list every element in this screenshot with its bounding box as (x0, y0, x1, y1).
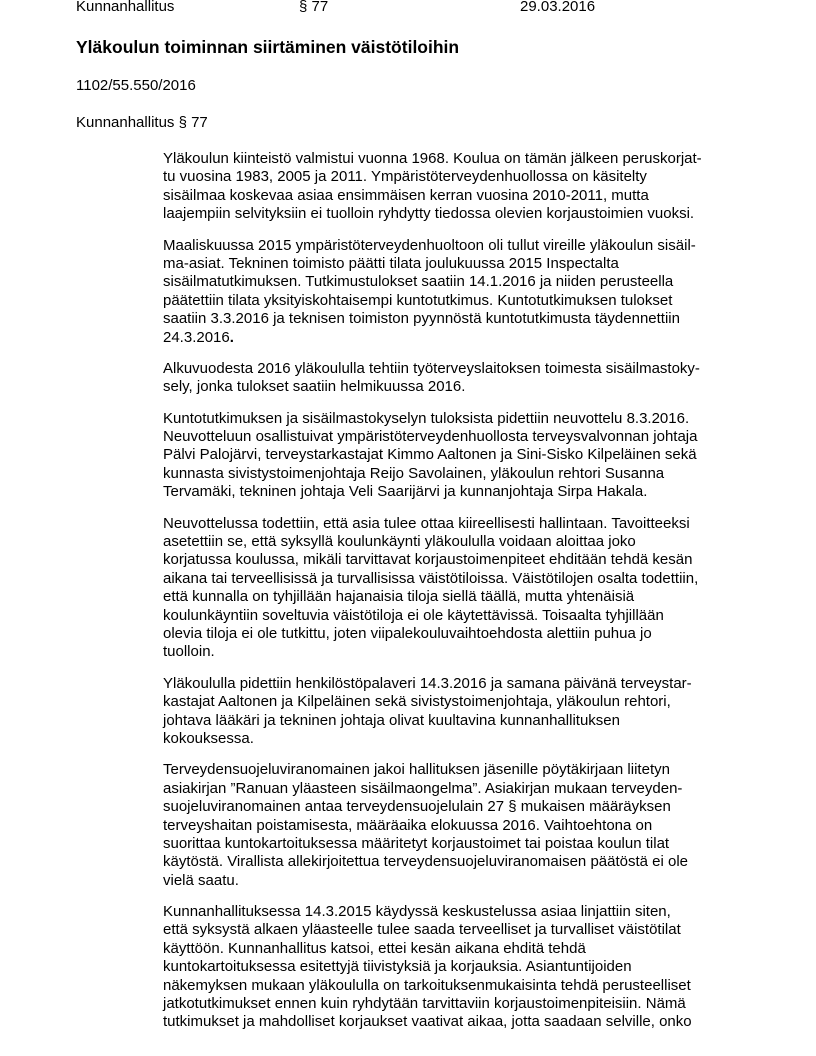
text-line: asiakirjan ”Ranuan yläasteen sisäilmaongelma”. Asiakirjan mukaan terveyden- (163, 779, 683, 797)
text-line: Yläkoululla pidettiin henkilöstöpalaveri 14.3.2016 ja samana päivänä terveystar- (163, 674, 692, 692)
text-line: Yläkoulun kiinteistö valmistui vuonna 1968. Koulua on tämän jälkeen peruskorjat- (163, 150, 702, 167)
document-title: Yläkoulun toiminnan siirtäminen väistötiloihin (76, 37, 460, 57)
header-date: 29.03.2016 (520, 0, 596, 15)
header-body-name: Kunnanhallitus (76, 0, 175, 15)
paragraph-board-discussion (163, 903, 783, 1032)
text-line: kuntokartoituksessa esitettyjä tiivistyksiä ja korjauksia. Asiantuntijoiden (163, 958, 632, 976)
text-line: Kunnanhallituksessa 14.3.2015 käydyssä keskustelussa asiaa linjattiin siten, (163, 903, 671, 921)
text-line: laajempiin selvityksiin ei tuolloin ryhdytty tiedossa olevien korjaustoimien vuoksi. (163, 205, 695, 223)
text-line: johtava lääkäri ja tekninen johtaja olivat kuultavina kunnanhallituksen (163, 711, 620, 729)
paragraph-staff-meeting (163, 675, 783, 749)
text-line: kastajat Aaltonen ja Kilpeläinen sekä sivistystoimenjohtaja, yläkoulun rehtori, (163, 693, 671, 711)
text-line: Neuvotteluun osallistuivat ympäristöterveydenhuollosta terveysvalvonnan johtaja (163, 428, 698, 446)
text-line: sely, jonka tulokset saatiin helmikuussa 2016. (163, 378, 466, 396)
paragraph-negotiation (163, 410, 783, 502)
paragraph-goals (163, 515, 783, 662)
text-line: että syksystä alkaen yläasteelle tulee saada terveelliset ja turvalliset väistötilat (163, 921, 681, 939)
text-line: käyttöön. Kunnanhallitus katsoi, ettei kesän aikana ehditä tehdä (163, 939, 586, 957)
text-line: vielä saatu. (163, 871, 239, 889)
text-line: että kunnalla on tyhjillään hajanaisia tiloja siellä täällä, mutta yhtenäisiä (163, 588, 635, 606)
text-line: sisäilmaa koskevaa asiaa ensimmäisen kerran vuosina 2010-2011, mutta (163, 186, 649, 204)
text-line: Pälvi Palojärvi, terveystarkastajat Kimmo Aaltonen ja Sini-Sisko Kilpeläinen sekä (163, 446, 697, 464)
text-line: suorittaa kuntokartoituksessa määritetyt korjaustoimet tai poistaa koulun tilat (163, 834, 670, 852)
text-line: käytöstä. Virallista allekirjoitettua terveydensuojeluviranomaisen päätöstä ei ole (163, 853, 689, 871)
text-line: terveyshaitan poistamisesta, määräaika elokuussa 2016. Vaihtoehtona on (163, 816, 653, 834)
text-line: Tervamäki, tekninen johtaja Veli Saarijärvi ja kunnanjohtaja Sirpa Hakala. (163, 483, 648, 501)
text-line: saatiin 3.3.2016 ja teknisen toimiston pyynnöstä kuntotutkimusta täydennettiin (163, 310, 680, 328)
text-line: tutkimukset ja mahdolliset korjaukset vaativat aikaa, jotta saadaan selville, onko (163, 1013, 692, 1031)
text-line: Neuvottelussa todettiin, että asia tulee ottaa kiireellisesti hallintaan. Tavoitteeksi (163, 514, 690, 532)
text-line: aikana tai terveellisissä ja turvallisissa väistötiloissa. Väistötilojen osalta todettiin, (163, 569, 699, 587)
text-line: tuolloin. (163, 643, 215, 661)
text-line: korjatussa koulussa, mikäli tarvittavat korjaustoimenpiteet ehditään tehdä kesän (163, 551, 693, 569)
document-body (163, 150, 783, 1045)
text-line: näkemyksen mukaan yläkoululla on tarkoituksenmukaisinta tehdä perusteelliset (163, 976, 691, 994)
text-line: sisäilmatutkimuksen. Tutkimustulokset saatiin 14.1.2016 ja niiden perusteella (163, 273, 674, 291)
paragraph-investigations (163, 237, 783, 347)
text-line: koulunkäyntiin soveltuvia väistötiloja ei ole käytettävissä. Toisaalta tyhjillään (163, 606, 664, 624)
text-fragment: 24.3.2016 (163, 328, 230, 346)
document-header (76, 0, 616, 17)
text-line: tu vuosina 1983, 2005 ja 2011. Ympäristöterveydenhuollossa on käsitelty (163, 168, 647, 186)
text-line: suojeluviranomainen antaa terveydensuojelulain 27 § mukaisen määräyksen (163, 798, 671, 816)
header-section: § 77 (299, 0, 329, 15)
text-line: jatkotutkimukset ennen kuin ryhdytään tarvittaviin korjaustoimenpiteisiin. Nämä (163, 995, 686, 1013)
reference-number: 1102/55.550/2016 (76, 77, 196, 94)
paragraph-building-history (163, 150, 783, 224)
text-line: Terveydensuojeluviranomainen jakoi hallituksen jäsenille pöytäkirjaan liitetyn (163, 761, 670, 779)
text-line: ma-asiat. Tekninen toimisto päätti tilata joulukuussa 2015 Inspectalta (163, 254, 619, 272)
text-line: kokouksessa. (163, 729, 254, 747)
text-line: asetettiin se, että syksyllä koulunkäynti yläkoululla voidaan aloittaa joko (163, 533, 636, 551)
text-line: Kuntotutkimuksen ja sisäilmastokyselyn tuloksista pidettiin neuvottelu 8.3.2016. (163, 409, 690, 427)
paragraph-health-authority (163, 761, 783, 890)
text-line (163, 329, 783, 347)
text-line: olevia tiloja ei ole tutkittu, joten viipalekouluvaihtoehdosta alettiin puhua jo (163, 624, 652, 642)
section-label: Kunnanhallitus § 77 (76, 114, 208, 131)
text-line: päätettiin tilata yksityiskohtaisempi kuntotutkimus. Kuntotutkimuksen tulokset (163, 291, 673, 309)
text-line: kunnasta sivistystoimenjohtaja Reijo Savolainen, yläkoulun rehtori Susanna (163, 464, 665, 482)
paragraph-survey (163, 360, 783, 397)
text-line: Alkuvuodesta 2016 yläkoululla tehtiin työterveyslaitoksen toimesta sisäilmastoky- (163, 359, 700, 377)
bold-period: . (229, 328, 234, 346)
text-line: Maaliskuussa 2015 ympäristöterveydenhuoltoon oli tullut vireille yläkoulun sisäil- (163, 236, 696, 254)
